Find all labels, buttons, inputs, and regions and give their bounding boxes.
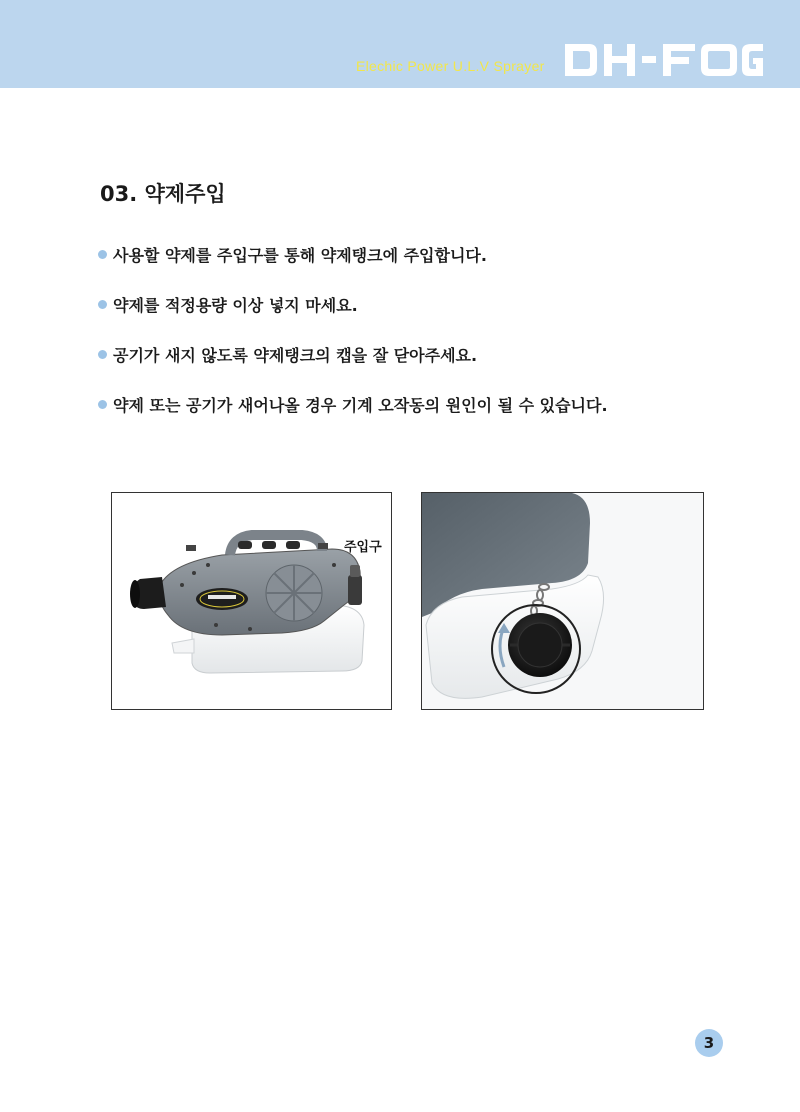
page-number: 3 (695, 1029, 723, 1057)
inlet-label: 주입구 (344, 540, 382, 555)
sprayer-illustration (112, 493, 391, 709)
sprayer-photo (111, 492, 392, 710)
bullet-dot-icon (98, 300, 107, 309)
brand-logo (563, 40, 763, 80)
list-item-text: 약제 또는 공기가 새어나올 경우 기계 오작동의 원인이 될 수 있습니다. (113, 395, 608, 415)
tank-cap-photo (421, 492, 704, 710)
tank-cap-illustration (422, 493, 703, 709)
header-subtitle: Elechic Power U.L.V Sprayer (356, 58, 545, 74)
list-item-text: 사용할 약제를 주입구를 통해 약제탱크에 주입합니다. (113, 245, 487, 265)
bullet-dot-icon (98, 350, 107, 359)
section-title: 03. 약제주입 (100, 182, 226, 206)
list-item (98, 240, 738, 268)
page-header (0, 0, 800, 88)
list-item-text: 공기가 새지 않도록 약제탱크의 캡을 잘 닫아주세요. (113, 345, 478, 365)
instruction-list (98, 240, 738, 440)
list-item (98, 390, 738, 418)
list-item-text: 약제를 적정용량 이상 넣지 마세요. (113, 295, 358, 315)
bullet-dot-icon (98, 250, 107, 259)
bullet-dot-icon (98, 400, 107, 409)
list-item (98, 290, 738, 318)
list-item (98, 340, 738, 368)
